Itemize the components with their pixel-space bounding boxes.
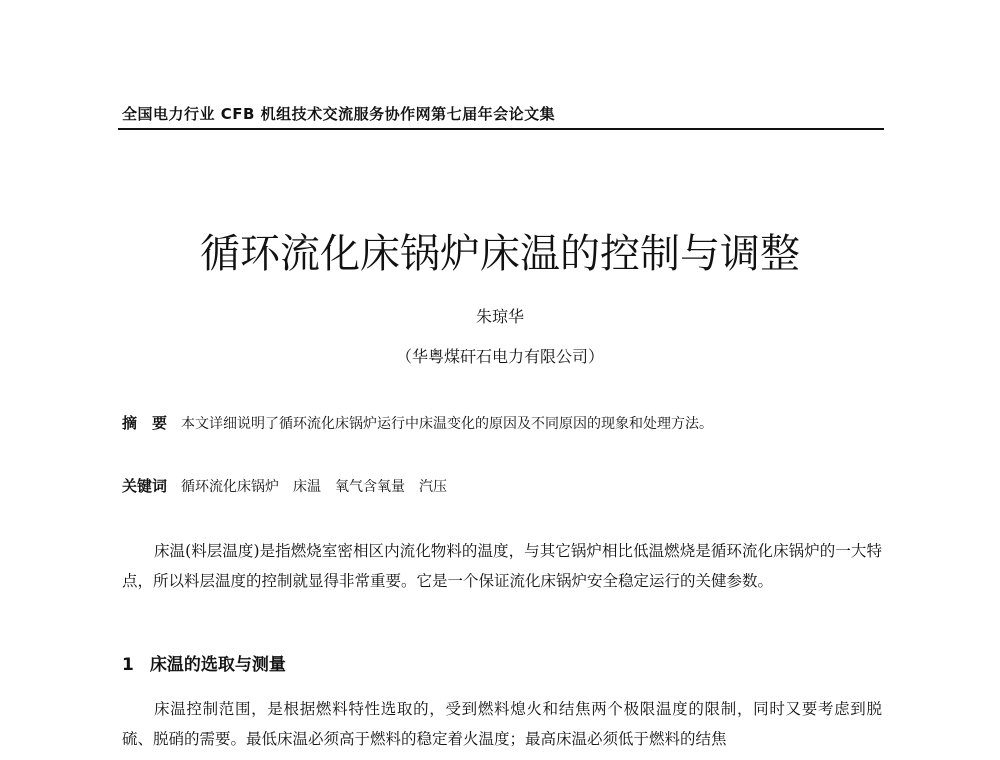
keyword: 氧气含氧量 [335, 479, 406, 495]
running-header: 全国电力行业 CFB 机组技术交流服务协作网第七届年会论文集 [122, 105, 556, 123]
author-name: 朱琼华 [475, 307, 524, 326]
abstract-text: 本文详细说明了循环流化床锅炉运行中床温变化的原因及不同原因的现象和处理方法。 [181, 416, 714, 432]
abstract [122, 409, 822, 438]
keyword: 汽压 [419, 479, 448, 495]
keyword: 床温 [293, 479, 322, 495]
header-rule [118, 128, 884, 130]
section-title: 床温的选取与测量 [149, 655, 286, 675]
body-paragraph: 床温控制范围，是根据燃料特性选取的，受到燃料熄火和结焦两个极限温度的限制，同时又要考虑到脱硫、脱硝的需要。最低床温必须高于燃料的稳定着火温度；最高床温必须低于燃料的结焦 [122, 700, 882, 748]
paper-title: 循环流化床锅炉床温的控制与调整 [200, 231, 800, 277]
author-affiliation: （华粤煤矸石电力有限公司） [395, 347, 604, 366]
abstract-label: 摘 要 [122, 414, 168, 432]
keywords-label: 关键词 [122, 477, 168, 495]
body-paragraph: 床温(料层温度)是指燃烧室密相区内流化物料的温度，与其它锅炉相比低温燃烧是循环流化床锅炉的一大特点，所以料层温度的控制就显得非常重要。它是一个保证流化床锅炉安全稳定运行的关健参数。 [122, 542, 882, 590]
keywords [122, 475, 461, 496]
section-number: 1 [122, 655, 134, 675]
section-heading [122, 650, 286, 675]
keyword: 循环流化床锅炉 [181, 479, 280, 495]
